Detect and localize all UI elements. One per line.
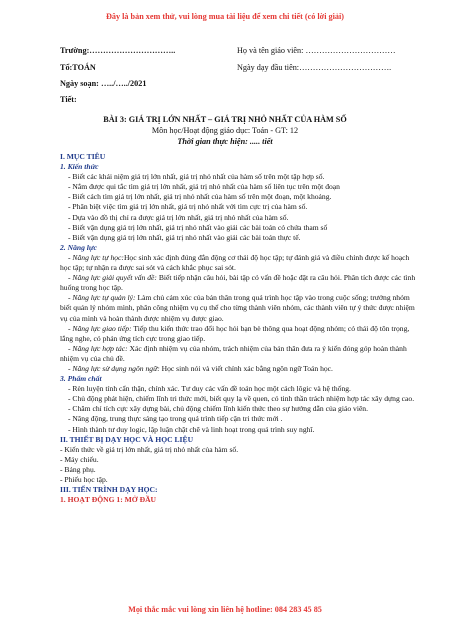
competency-text: Xác định nhiệm vụ của nhóm, trách nhiệm của bản thân đưa ra ý kiến đóng góp hoàn thành nhiệm vụ của chủ đề. xyxy=(60,343,407,363)
lesson-body xyxy=(60,152,420,505)
competency-text: Học sinh xác định đúng đắn động cơ thái độ học tập; tự đánh giá và điều chỉnh được kế hoạch học tập; tự nhận ra được sai sót và cách khắc phục sai sót. xyxy=(60,252,410,273)
subheading-knowledge: 1. Kiến thức xyxy=(60,162,99,172)
knowledge-item: - Biết vận dụng giá trị lớn nhất, giá trị nhỏ nhất vào giải các bài toán thực tế. xyxy=(68,232,301,242)
knowledge-item: - Dựa vào đồ thị chỉ ra được giá trị lớn nhất, giá trị nhỏ nhất của hàm số. xyxy=(68,212,289,222)
lesson-subject: Môn học/Hoạt động giáo dục: Toán - GT: 12 xyxy=(151,126,299,135)
equipment-item: - Phiếu học tập. xyxy=(60,475,108,484)
quality-item: - Chủ động phát hiện, chiếm lĩnh tri thức mới, biết quy lạ về quen, có tinh thần trách nhiệm hợp tác xây dựng cao. xyxy=(68,394,415,404)
teach-date-field: Ngày dạy đầu tiên:……………………………. xyxy=(237,63,392,72)
competency-item xyxy=(60,324,420,344)
competency-item xyxy=(60,273,420,293)
competency-text: Tiếp thu kiến thức trao đổi học hỏi bạn bè thông qua hoạt động nhóm; có thái độ tôn trọng, lắng nghe, có phản ứng tích cực trong giao tiếp. xyxy=(60,323,410,343)
activity-heading: 1. HOẠT ĐỘNG 1: MỞ ĐẦU xyxy=(60,495,157,505)
knowledge-item: - Biết vận dụng giá trị lớn nhất, giá trị nhỏ nhất vào giải các bài toán có chứa tham số xyxy=(68,222,328,232)
competency-text: Học sinh nói và viết chính xác bằng ngôn ngữ Toán học. xyxy=(159,363,333,373)
hotline-banner: Mọi thắc mắc vui lòng xin liên hệ hotline: 084 283 45 85 xyxy=(128,605,322,614)
subheading-qualities: 3. Phẩm chất xyxy=(60,374,102,384)
quality-item: - Chăm chỉ tích cực xây dựng bài, chủ động chiếm lĩnh kiến thức theo sự hướng dẫn của giáo viên. xyxy=(68,404,369,414)
knowledge-item: - Biết các khái niệm giá trị lớn nhất, giá trị nhỏ nhất của hàm số trên một tập hợp số. xyxy=(68,172,325,182)
competency-label: - Năng lực tự quản lý: xyxy=(68,293,136,303)
period-field: Tiết: xyxy=(60,95,77,104)
quality-item: - Rèn luyện tính cẩn thận, chính xác. Tư duy các vấn đề toán học một cách lôgic và hệ thống. xyxy=(68,384,351,394)
preview-banner: Đây là bản xem thử, vui lòng mua tài liệu để xem chi tiết (có lời giải) xyxy=(105,12,344,21)
teacher-field: Họ và tên giáo viên: …………………………… xyxy=(237,46,396,55)
competency-item xyxy=(60,364,420,374)
equipment-item: - Máy chiếu. xyxy=(60,454,99,464)
section-heading-procedure: III. TIẾN TRÌNH DẠY HỌC: xyxy=(60,485,158,495)
section-heading-equipment: II. THIẾT BỊ DẠY HỌC VÀ HỌC LIỆU xyxy=(60,434,194,444)
knowledge-item: - Nắm được qui tắc tìm giá trị lớn nhất, giá trị nhỏ nhất của hàm số liên tục trên một đoạn xyxy=(68,182,340,192)
competency-label: - Năng lực sử dụng ngôn ngữ: xyxy=(68,363,160,373)
knowledge-item: - Phân biệt việc tìm giá trị lớn nhất, giá trị nhỏ nhất với tìm cực trị của hàm số. xyxy=(68,202,308,212)
quality-item: - Hình thành tư duy logic, lập luận chặt chẽ và linh hoạt trong quá trình suy nghĩ. xyxy=(68,424,315,434)
competency-item xyxy=(60,253,420,273)
equipment-item: - Kiến thức về giá trị lớn nhất, giá trị nhỏ nhất của hàm số. xyxy=(60,444,239,454)
competency-text: Làm chủ cảm xúc của bản thân trong quá trình học tập vào trong cuộc sống; trưởng nhóm biết quản lý nhóm mình, phân công nhiệm vụ cụ thể cho từng thành viên nhóm, các thành viên tự ý thức được nhiệm vụ của mình và hoàn thành được nhiệm vụ được giao. xyxy=(60,293,415,323)
competency-label: - Năng lực hợp tác: xyxy=(68,343,128,353)
knowledge-item: - Biết cách tìm giá trị lớn nhất, giá trị nhỏ nhất của hàm số trên một đoạn, một khoảng. xyxy=(68,192,332,202)
lesson-title: BÀI 3: GIÁ TRỊ LỚN NHẤT – GIÁ TRỊ NHỎ NHẤT CỦA HÀM SỐ xyxy=(103,115,347,124)
competency-label: - Năng lực tự học: xyxy=(68,252,124,262)
quality-item: - Năng động, trung thực sáng tạo trong quá trình tiếp cận tri thức mới . xyxy=(68,414,283,424)
lesson-time: Thời gian thực hiện: ..... tiết xyxy=(177,137,273,146)
subheading-competency: 2. Năng lực xyxy=(60,242,97,252)
equipment-item: - Bảng phụ. xyxy=(60,464,96,474)
section-heading-objectives: I. MỤC TIÊU xyxy=(60,152,106,161)
date-field: Ngày soạn: …../…../2021 xyxy=(60,79,147,88)
competency-item xyxy=(60,293,420,323)
competency-item xyxy=(60,344,420,364)
school-field: Trường:………………………….. xyxy=(60,46,176,55)
group-field: Tổ:TOÁN xyxy=(60,63,96,72)
competency-text: Biết tiếp nhận câu hỏi, bài tập có vấn đề hoặc đặt ra câu hỏi. Phân tích được các tình huống trong học tập. xyxy=(60,273,416,293)
competency-label: - Năng lực giải quyết vấn đề: xyxy=(68,273,157,283)
competency-label: - Năng lực giao tiếp: xyxy=(68,323,132,333)
